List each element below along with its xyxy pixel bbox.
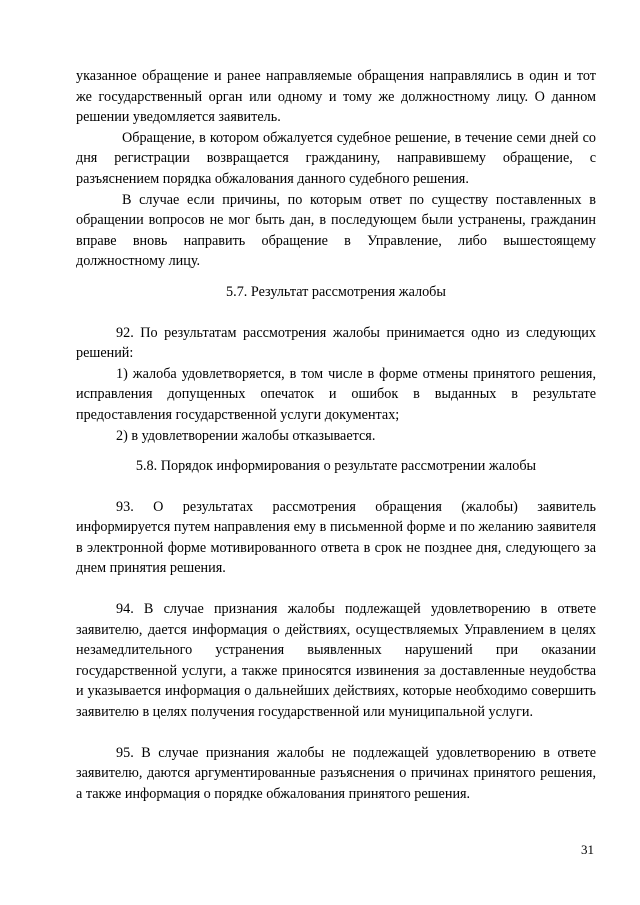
paragraph-reasons-eliminated: В случае если причины, по которым ответ по существу поставленных в обращении вопросов не мог быть дан, в последующем были устранены, гражданин вправе вновь направить обращение в Управление, либо вышестоящему должностному лицу. bbox=[76, 191, 596, 270]
section-heading-5-8: 5.8. Порядок информирования о результате рассмотрении жалобы bbox=[135, 458, 537, 475]
paragraph-court-decision: Обращение, в котором обжалуется судебное решение, в течение семи дней со дня регистрации возвращается гражданину, направившему обращение, с разъяснением порядка обжалования данного судебного решения. bbox=[76, 129, 596, 187]
paragraph-95: 95. В случае признания жалобы не подлежащей удовлетворению в ответе заявителю, даются аргументированные разъяснения о причинах принятого решения, а также информация о порядке обжалования принятого решения. bbox=[76, 744, 596, 802]
page-number: 31 bbox=[581, 842, 594, 857]
list-item-1: 1) жалоба удовлетворяется, в том числе в форме отмены принятого решения, исправления допущенных опечаток и ошибок в выданных в результате предоставления государственной услуги документах; bbox=[76, 365, 596, 423]
paragraph-92: 92. По результатам рассмотрения жалобы принимается одно из следующих решений: bbox=[76, 324, 596, 362]
section-heading-5-7: 5.7. Результат рассмотрения жалобы bbox=[226, 283, 446, 300]
paragraph-93: 93. О результатах рассмотрения обращения (жалобы) заявитель информируется путем направления ему в письменной форме и по желанию заявителя в электронной форме мотивированного ответа в срок не позднее дня, следующего за днем принятия решения. bbox=[76, 498, 596, 577]
document-page bbox=[76, 66, 596, 804]
paragraph-94: 94. В случае признания жалобы подлежащей удовлетворению в ответе заявителю, дается информация о действиях, осуществляемых Управлением в целях незамедлительного устранения выявленных нарушений при оказании государственной услуги, а также приносятся извинения за доставленные неудобства и указывается информация о дальнейших действиях, которые необходимо совершить заявителю в целях получения государственной или муниципальной услуги. bbox=[76, 601, 596, 721]
paragraph-continuation: указанное обращение и ранее направляемые обращения направлялись в один и тот же государственный орган или одному и тому же должностному лицу. О данном решении уведомляется заявитель. bbox=[76, 68, 596, 126]
list-item-2: 2) в удовлетворении жалобы отказывается. bbox=[116, 427, 376, 444]
